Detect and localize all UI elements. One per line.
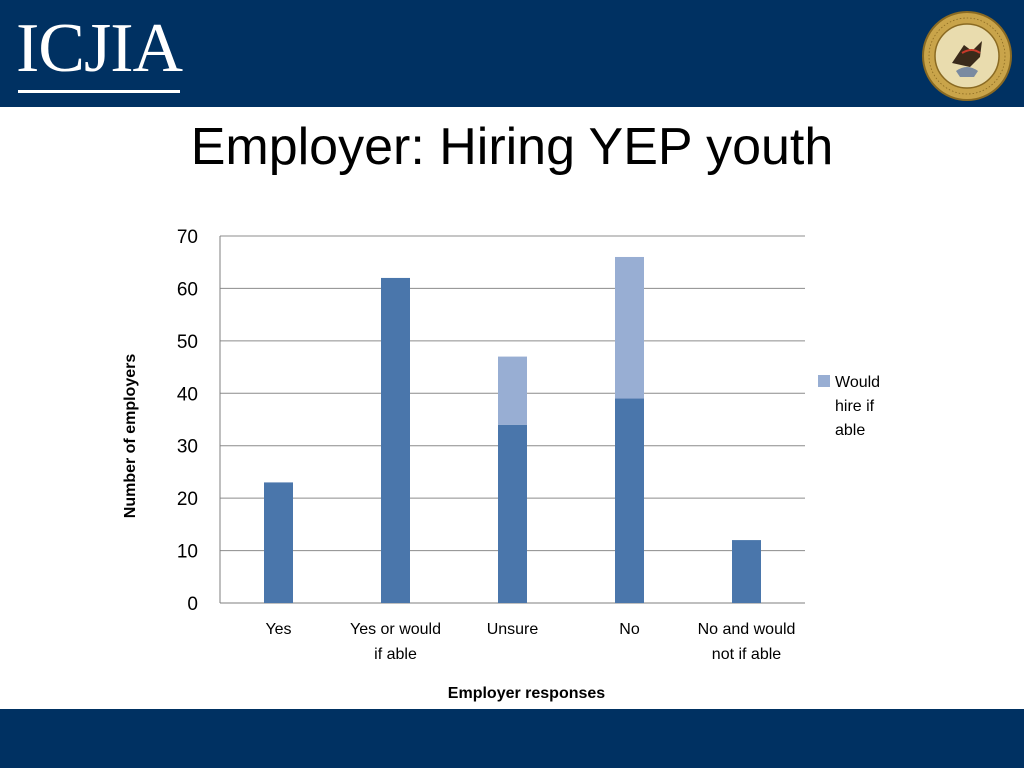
legend-label: able <box>835 422 866 439</box>
legend-label: hire if <box>835 398 875 415</box>
y-axis-title: Number of employers <box>122 353 139 519</box>
x-category-label: No <box>619 621 640 638</box>
bar <box>615 399 644 603</box>
footer-band <box>0 709 1024 768</box>
y-tick-label: 0 <box>187 594 198 615</box>
y-tick-label: 20 <box>176 489 198 511</box>
bar <box>264 482 293 603</box>
x-category-label: not if able <box>711 646 782 663</box>
y-tick-label: 40 <box>176 384 198 406</box>
bar-would-hire <box>498 357 527 425</box>
x-category-label: Unsure <box>486 621 539 638</box>
slide-title: Employer: Hiring YEP youth <box>190 118 834 176</box>
x-category-label: No and would <box>697 621 796 638</box>
bar <box>732 540 761 603</box>
y-tick-label: 60 <box>176 279 198 301</box>
logo-text: ICJIA <box>16 10 183 87</box>
bar <box>498 425 527 603</box>
x-category-label: Yes or would <box>349 621 442 638</box>
bar <box>381 278 410 603</box>
y-tick-label: 10 <box>176 541 198 563</box>
y-tick-label: 50 <box>176 331 198 353</box>
legend-label: Would <box>835 374 881 391</box>
y-tick-label: 30 <box>176 436 198 458</box>
y-tick-label: 70 <box>176 227 198 248</box>
x-category-label: if able <box>374 646 417 663</box>
legend-swatch <box>818 375 830 387</box>
x-axis-title: Employer responses <box>447 685 606 702</box>
bar-would-hire <box>615 257 644 399</box>
x-category-label: Yes <box>265 621 292 638</box>
